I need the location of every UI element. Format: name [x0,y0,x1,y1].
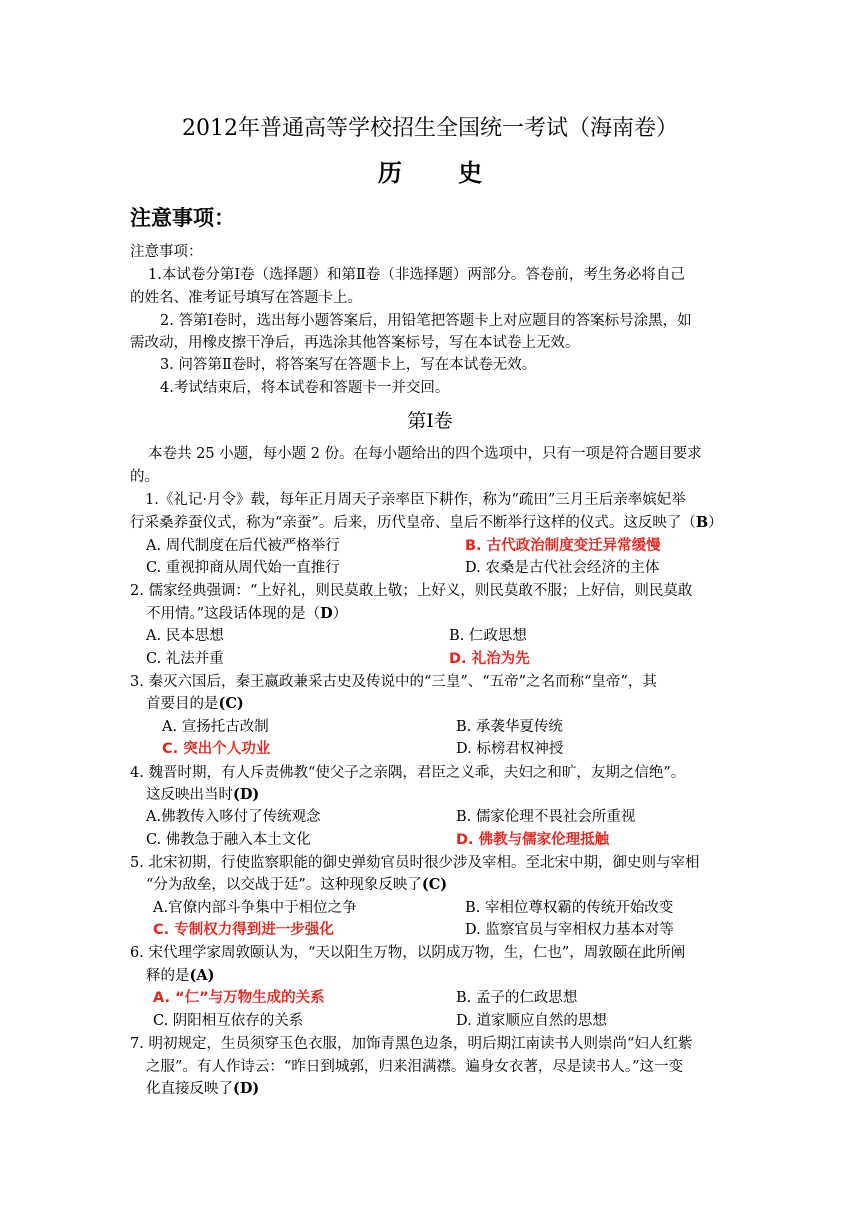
subject-title: 历 史 [377,158,507,187]
notice-item-1a: 1.本试卷分第Ⅰ卷（选择题）和第Ⅱ卷（非选择题）两部分。答卷前，考生务必将自己 [148,267,685,283]
q1-option-c: C. 重视抑商从周代始一直推行 [146,560,340,576]
q5-option-b: B. 宰相位尊权霸的传统开始改变 [465,900,674,916]
notice-item-4: 4.考试结束后，将本试卷和答题卡一并交回。 [160,380,450,396]
q2-option-b: B. 仁政思想 [449,628,527,644]
notice-item-2a: 2. 答第Ⅰ卷时，选出每小题答案后，用铅笔把答题卡上对应题目的答案标号涂黑，如 [160,313,692,329]
q6-stem-a: 6. 宋代理学家周敦颐认为，“天以阳生万物，以阴成万物，生，仁也”，周敦颐在此所阐 [130,945,686,961]
notice-item-3: 3. 问答第Ⅱ卷时，将答案写在答题卡上，写在本试卷无效。 [160,357,537,373]
q4-option-c: C. 佛教急于融入本土文化 [146,832,311,848]
q7-stem-a: 7. 明初规定，生员须穿玉色衣服，加饰青黑色边条，明后期江南读书人则崇尚“妇人红紫 [130,1036,693,1052]
notice-heading: 注意事项： [130,206,235,230]
q7-stem-b: 之服”。有人作诗云：“昨日到城郭，归来泪满襟。遍身女衣著，尽是读书人。”这一变 [146,1059,683,1075]
q5-option-d: D. 监察官员与宰相权力基本对等 [465,922,674,938]
section-intro-b: 的。 [130,469,159,485]
q5-stem-b: “分为敌垒，以交战于廷”。这种现象反映了(C) [146,876,448,893]
q3-option-b: B. 承袭华夏传统 [456,719,563,735]
q1-option-b-correct: B. 古代政治制度变迁异常缓慢 [465,538,661,554]
q5-option-c-correct: C. 专制权力得到进一步强化 [153,922,334,938]
q2-option-d-correct: D. 礼治为先 [449,651,530,667]
q5-stem-a: 5. 北宋初期，行使监察职能的御史弹劾官员时很少涉及宰相。至北宋中期，御史则与宰相 [130,855,700,871]
q3-option-a: A. 宣扬托古改制 [162,719,269,735]
q6-option-c: C. 阴阳相互依存的关系 [153,1013,304,1029]
q1-stem-b: 行采桑养蚕仪式，称为“亲蚕”。后来，历代皇帝、皇后不断举行这样的仪式。这反映了（B） [130,514,723,531]
q7-stem-c: 化直接反映了(D) [146,1080,260,1097]
q3-answer: (C) [218,695,244,712]
q6-stem-b: 释的是(A) [146,967,215,984]
q2-stem-b: 不用情。”这段话体现的是（D） [146,605,348,622]
q7-answer: (D) [233,1080,260,1097]
q1-option-d: D. 农桑是古代社会经济的主体 [465,560,660,576]
section-intro-a: 本卷共 25 小题，每小题 2 份。在每小题给出的四个选项中，只有一项是符合题目要求 [148,446,702,462]
q2-option-c: C. 礼法并重 [146,651,224,667]
notice-label: 注意事项： [130,244,203,260]
q3-stem-b: 首要目的是(C) [146,695,244,712]
q1-stem-a: 1.《礼记·月令》载，每年正月周天子亲率臣下耕作，称为“疏田”三月王后亲率嫔妃举 [145,492,686,508]
q4-answer: (D) [233,786,260,803]
q5-answer: (C) [421,876,448,893]
q4-stem-a: 4. 魏晋时期，有人斥责佛教“使父子之亲隅，君臣之义乖，夫妇之和旷，友期之信绝”。 [130,765,686,781]
notice-item-2b: 需改动，用橡皮擦干净后，再选涂其他答案标号，写在本试卷上无效。 [130,335,580,351]
section-title: 第Ⅰ卷 [407,410,453,432]
exam-title: 2012年普通高等学校招生全国统一考试（海南卷） [182,116,678,141]
q5-option-a: A.官僚内部斗争集中于相位之争 [153,900,357,916]
q6-option-d: D. 道家顺应自然的思想 [456,1013,607,1029]
q2-stem-a: 2. 儒家经典强调：“上好礼，则民莫敢上敬；上好义，则民莫敢不服；上好信，则民莫敢 [130,583,693,599]
q2-option-a: A. 民本思想 [146,628,224,644]
q4-stem-b: 这反映出当时(D) [146,786,260,803]
q6-option-a-correct: A. “仁”与万物生成的关系 [153,990,325,1006]
notice-item-1b: 的姓名、准考证号填写在答题卡上。 [130,290,362,306]
q3-option-d: D. 标榜君权神授 [456,741,564,757]
q4-option-b: B. 儒家伦理不畏社会所重视 [456,809,636,825]
q6-option-b: B. 孟子的仁政思想 [456,990,578,1006]
q2-answer: D [320,605,333,622]
q4-option-a: A.佛教传入哆付了传统观念 [146,809,321,825]
q4-option-d-correct: D. 佛教与儒家伦理抵触 [456,832,610,848]
q6-answer: (A) [189,967,215,984]
q3-option-c-correct: C. 突出个人功业 [162,741,271,757]
q1-answer: B [695,514,709,531]
q1-option-a: A. 周代制度在后代被严格举行 [146,538,340,554]
q3-stem-a: 3. 秦灭六国后，秦王嬴政兼采古史及传说中的“三皇”、“五帝”之名而称“皇帝”，其 [130,674,657,690]
